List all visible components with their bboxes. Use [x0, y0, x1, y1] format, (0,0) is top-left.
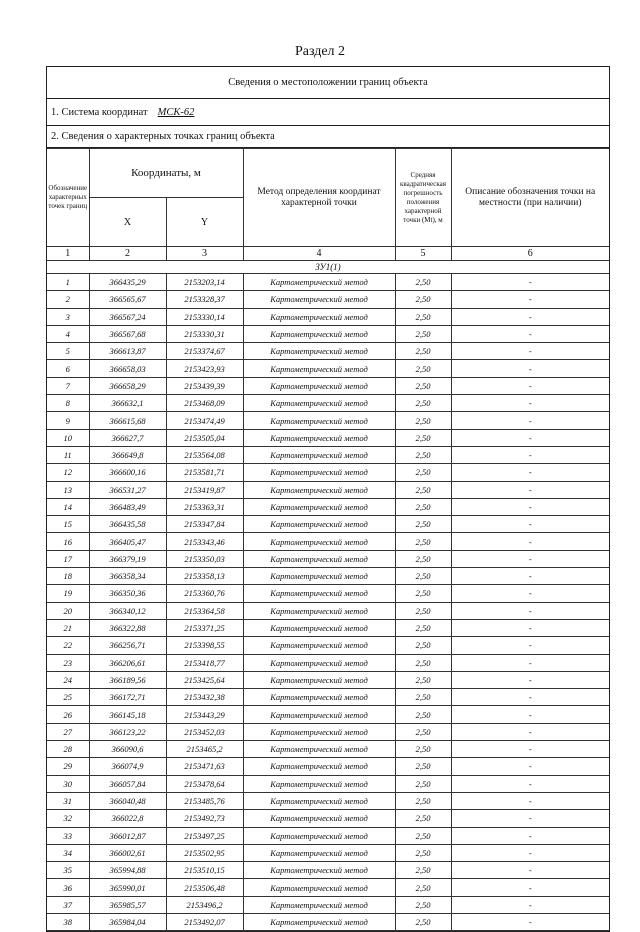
point-number: 24 [47, 671, 89, 688]
table-row [47, 827, 609, 844]
x-coordinate: 366012,87 [89, 827, 166, 844]
points-table [47, 148, 609, 931]
point-number: 4 [47, 325, 89, 342]
accuracy-cell: 2,50 [395, 844, 451, 861]
y-coordinate: 2153471,63 [166, 758, 243, 775]
accuracy-cell: 2,50 [395, 758, 451, 775]
method-cell: Картометрический метод [243, 343, 395, 360]
description-cell: - [451, 343, 609, 360]
table-row [47, 879, 609, 896]
table-row [47, 913, 609, 930]
y-coordinate: 2153474,49 [166, 412, 243, 429]
table-row [47, 325, 609, 342]
y-coordinate: 2153374,67 [166, 343, 243, 360]
point-number: 27 [47, 723, 89, 740]
point-number: 35 [47, 862, 89, 879]
description-cell: - [451, 533, 609, 550]
point-number: 14 [47, 498, 89, 515]
table-row [47, 844, 609, 861]
point-number: 26 [47, 706, 89, 723]
y-coordinate: 2153505,04 [166, 429, 243, 446]
table-row [47, 671, 609, 688]
accuracy-cell: 2,50 [395, 619, 451, 636]
method-cell: Картометрический метод [243, 360, 395, 377]
description-cell: - [451, 637, 609, 654]
accuracy-cell: 2,50 [395, 654, 451, 671]
table-row [47, 446, 609, 463]
method-cell: Картометрический метод [243, 412, 395, 429]
y-coordinate: 2153502,95 [166, 844, 243, 861]
table-row [47, 533, 609, 550]
point-number: 6 [47, 360, 89, 377]
method-cell: Картометрический метод [243, 654, 395, 671]
description-cell: - [451, 913, 609, 930]
y-coordinate: 2153485,76 [166, 792, 243, 809]
x-coordinate: 366483,49 [89, 498, 166, 515]
method-cell: Картометрический метод [243, 723, 395, 740]
method-cell: Картометрический метод [243, 533, 395, 550]
column-number: 1 [47, 247, 89, 261]
table-row [47, 274, 609, 291]
description-cell: - [451, 619, 609, 636]
y-coordinate: 2153510,15 [166, 862, 243, 879]
point-number: 33 [47, 827, 89, 844]
x-coordinate: 366057,84 [89, 775, 166, 792]
table-row [47, 654, 609, 671]
table-row [47, 741, 609, 758]
description-cell: - [451, 602, 609, 619]
accuracy-cell: 2,50 [395, 360, 451, 377]
x-coordinate: 366565,67 [89, 291, 166, 308]
x-coordinate: 366613,87 [89, 343, 166, 360]
section-row [47, 261, 609, 274]
method-cell: Картометрический метод [243, 862, 395, 879]
y-coordinate: 2153328,37 [166, 291, 243, 308]
accuracy-cell: 2,50 [395, 585, 451, 602]
table-row [47, 723, 609, 740]
x-coordinate: 366090,6 [89, 741, 166, 758]
column-number: 3 [166, 247, 243, 261]
section-heading: Раздел 2 [294, 44, 346, 59]
point-number: 31 [47, 792, 89, 809]
table-row [47, 585, 609, 602]
x-coordinate: 366172,71 [89, 689, 166, 706]
x-coordinate: 365994,88 [89, 862, 166, 879]
description-cell: - [451, 481, 609, 498]
point-number: 36 [47, 879, 89, 896]
y-coordinate: 2153492,07 [166, 913, 243, 930]
table-row [47, 550, 609, 567]
point-number: 9 [47, 412, 89, 429]
x-coordinate: 366340,12 [89, 602, 166, 619]
method-cell: Картометрический метод [243, 395, 395, 412]
point-number: 20 [47, 602, 89, 619]
table-row [47, 429, 609, 446]
point-number: 18 [47, 568, 89, 585]
accuracy-cell: 2,50 [395, 637, 451, 654]
description-cell: - [451, 758, 609, 775]
accuracy-cell: 2,50 [395, 464, 451, 481]
column-number: 2 [89, 247, 166, 261]
accuracy-cell: 2,50 [395, 723, 451, 740]
method-cell: Картометрический метод [243, 429, 395, 446]
table-row [47, 360, 609, 377]
y-coordinate: 2153203,14 [166, 274, 243, 291]
form-title: Сведения о местоположении границ объекта [47, 67, 609, 99]
table-row [47, 516, 609, 533]
accuracy-cell: 2,50 [395, 550, 451, 567]
method-cell: Картометрический метод [243, 498, 395, 515]
header-accuracy: Средняя квадратическая погрешность положения характерной точки (Мt), м [395, 149, 451, 247]
y-coordinate: 2153564,08 [166, 446, 243, 463]
coordinate-system-value: МСК-62 [157, 106, 195, 118]
description-cell: - [451, 879, 609, 896]
x-coordinate: 366627,7 [89, 429, 166, 446]
description-cell: - [451, 792, 609, 809]
point-number: 30 [47, 775, 89, 792]
coordinate-system-label: 1. Система координат [51, 106, 148, 118]
y-coordinate: 2153330,31 [166, 325, 243, 342]
point-number: 17 [47, 550, 89, 567]
y-coordinate: 2153497,25 [166, 827, 243, 844]
accuracy-cell: 2,50 [395, 446, 451, 463]
description-cell: - [451, 689, 609, 706]
description-cell: - [451, 585, 609, 602]
y-coordinate: 2153358,13 [166, 568, 243, 585]
table-row [47, 308, 609, 325]
y-coordinate: 2153496,2 [166, 896, 243, 913]
y-coordinate: 2153419,87 [166, 481, 243, 498]
description-cell: - [451, 516, 609, 533]
y-coordinate: 2153465,2 [166, 741, 243, 758]
method-cell: Картометрический метод [243, 896, 395, 913]
point-number: 3 [47, 308, 89, 325]
method-cell: Картометрический метод [243, 758, 395, 775]
method-cell: Картометрический метод [243, 913, 395, 930]
y-coordinate: 2153398,55 [166, 637, 243, 654]
y-coordinate: 2153347,84 [166, 516, 243, 533]
y-coordinate: 2153506,48 [166, 879, 243, 896]
description-cell: - [451, 446, 609, 463]
y-coordinate: 2153452,03 [166, 723, 243, 740]
description-cell: - [451, 377, 609, 394]
y-coordinate: 2153425,64 [166, 671, 243, 688]
accuracy-cell: 2,50 [395, 568, 451, 585]
method-cell: Картометрический метод [243, 827, 395, 844]
description-cell: - [451, 498, 609, 515]
point-number: 38 [47, 913, 89, 930]
x-coordinate: 366189,56 [89, 671, 166, 688]
accuracy-cell: 2,50 [395, 343, 451, 360]
accuracy-cell: 2,50 [395, 377, 451, 394]
method-cell: Картометрический метод [243, 568, 395, 585]
description-cell: - [451, 395, 609, 412]
table-row [47, 481, 609, 498]
y-coordinate: 2153418,77 [166, 654, 243, 671]
method-cell: Картометрический метод [243, 291, 395, 308]
x-coordinate: 366040,48 [89, 792, 166, 809]
header-description: Описание обозначения точки на местности (при наличии) [451, 149, 609, 247]
accuracy-cell: 2,50 [395, 412, 451, 429]
x-coordinate: 366531,27 [89, 481, 166, 498]
accuracy-cell: 2,50 [395, 274, 451, 291]
y-coordinate: 2153439,39 [166, 377, 243, 394]
point-number: 23 [47, 654, 89, 671]
description-cell: - [451, 360, 609, 377]
accuracy-cell: 2,50 [395, 325, 451, 342]
x-coordinate: 366435,29 [89, 274, 166, 291]
y-coordinate: 2153363,31 [166, 498, 243, 515]
method-cell: Картометрический метод [243, 481, 395, 498]
x-coordinate: 365985,57 [89, 896, 166, 913]
point-number: 7 [47, 377, 89, 394]
description-cell: - [451, 274, 609, 291]
table-row [47, 706, 609, 723]
description-cell: - [451, 706, 609, 723]
header-coordinates: Координаты, м [89, 149, 243, 198]
method-cell: Картометрический метод [243, 325, 395, 342]
x-coordinate: 366206,61 [89, 654, 166, 671]
x-coordinate: 366022,8 [89, 810, 166, 827]
point-number: 2 [47, 291, 89, 308]
description-cell: - [451, 723, 609, 740]
x-coordinate: 365990,01 [89, 879, 166, 896]
accuracy-cell: 2,50 [395, 879, 451, 896]
x-coordinate: 366615,68 [89, 412, 166, 429]
x-coordinate: 366435,58 [89, 516, 166, 533]
x-coordinate: 366322,88 [89, 619, 166, 636]
description-cell: - [451, 775, 609, 792]
table-row [47, 862, 609, 879]
accuracy-cell: 2,50 [395, 481, 451, 498]
x-coordinate: 366567,24 [89, 308, 166, 325]
x-coordinate: 366123,22 [89, 723, 166, 740]
accuracy-cell: 2,50 [395, 862, 451, 879]
method-cell: Картометрический метод [243, 637, 395, 654]
description-cell: - [451, 827, 609, 844]
method-cell: Картометрический метод [243, 516, 395, 533]
point-number: 1 [47, 274, 89, 291]
description-cell: - [451, 429, 609, 446]
method-cell: Картометрический метод [243, 377, 395, 394]
accuracy-cell: 2,50 [395, 308, 451, 325]
point-number: 22 [47, 637, 89, 654]
accuracy-cell: 2,50 [395, 913, 451, 930]
accuracy-cell: 2,50 [395, 291, 451, 308]
accuracy-cell: 2,50 [395, 602, 451, 619]
x-coordinate: 366658,29 [89, 377, 166, 394]
method-cell: Картометрический метод [243, 741, 395, 758]
description-cell: - [451, 464, 609, 481]
accuracy-cell: 2,50 [395, 706, 451, 723]
method-cell: Картометрический метод [243, 706, 395, 723]
header-method: Метод определения координат характерной точки [243, 149, 395, 247]
column-number: 6 [451, 247, 609, 261]
x-coordinate: 366658,03 [89, 360, 166, 377]
table-row [47, 602, 609, 619]
accuracy-cell: 2,50 [395, 896, 451, 913]
description-cell: - [451, 412, 609, 429]
method-cell: Картометрический метод [243, 689, 395, 706]
method-cell: Картометрический метод [243, 619, 395, 636]
accuracy-cell: 2,50 [395, 533, 451, 550]
table-row [47, 758, 609, 775]
column-number: 4 [243, 247, 395, 261]
header-row [47, 149, 609, 198]
section-label: ЗУ1(1) [47, 261, 609, 274]
point-number: 12 [47, 464, 89, 481]
description-cell: - [451, 568, 609, 585]
table-row [47, 377, 609, 394]
x-coordinate: 366567,68 [89, 325, 166, 342]
x-coordinate: 366649,8 [89, 446, 166, 463]
accuracy-cell: 2,50 [395, 671, 451, 688]
y-coordinate: 2153371,25 [166, 619, 243, 636]
x-coordinate: 366145,18 [89, 706, 166, 723]
description-cell: - [451, 550, 609, 567]
method-cell: Картометрический метод [243, 792, 395, 809]
x-coordinate: 366074,9 [89, 758, 166, 775]
header-point-designation: Обозначение характерных точек границ [47, 149, 89, 247]
description-cell: - [451, 862, 609, 879]
y-coordinate: 2153343,46 [166, 533, 243, 550]
method-cell: Картометрический метод [243, 274, 395, 291]
y-coordinate: 2153360,76 [166, 585, 243, 602]
accuracy-cell: 2,50 [395, 810, 451, 827]
method-cell: Картометрический метод [243, 671, 395, 688]
method-cell: Картометрический метод [243, 844, 395, 861]
point-number: 32 [47, 810, 89, 827]
description-cell: - [451, 325, 609, 342]
point-number: 29 [47, 758, 89, 775]
coordinate-system-row [47, 99, 609, 126]
description-cell: - [451, 291, 609, 308]
y-coordinate: 2153364,58 [166, 602, 243, 619]
accuracy-cell: 2,50 [395, 741, 451, 758]
description-cell: - [451, 810, 609, 827]
table-row [47, 792, 609, 809]
accuracy-cell: 2,50 [395, 792, 451, 809]
point-number: 37 [47, 896, 89, 913]
point-number: 21 [47, 619, 89, 636]
x-coordinate: 366256,71 [89, 637, 166, 654]
y-coordinate: 2153350,03 [166, 550, 243, 567]
table-row [47, 395, 609, 412]
point-number: 34 [47, 844, 89, 861]
column-number: 5 [395, 247, 451, 261]
header-x: X [89, 198, 166, 247]
table-row [47, 498, 609, 515]
y-coordinate: 2153468,09 [166, 395, 243, 412]
point-number: 15 [47, 516, 89, 533]
method-cell: Картометрический метод [243, 308, 395, 325]
accuracy-cell: 2,50 [395, 689, 451, 706]
point-number: 5 [47, 343, 89, 360]
method-cell: Картометрический метод [243, 446, 395, 463]
table-row [47, 689, 609, 706]
point-number: 10 [47, 429, 89, 446]
table-row [47, 343, 609, 360]
description-cell: - [451, 308, 609, 325]
accuracy-cell: 2,50 [395, 429, 451, 446]
description-cell: - [451, 671, 609, 688]
y-coordinate: 2153423,93 [166, 360, 243, 377]
x-coordinate: 366002,61 [89, 844, 166, 861]
table-row [47, 619, 609, 636]
accuracy-cell: 2,50 [395, 516, 451, 533]
table-row [47, 568, 609, 585]
description-cell: - [451, 741, 609, 758]
x-coordinate: 366600,16 [89, 464, 166, 481]
method-cell: Картометрический метод [243, 775, 395, 792]
y-coordinate: 2153492,73 [166, 810, 243, 827]
point-number: 25 [47, 689, 89, 706]
table-row [47, 637, 609, 654]
points-label: 2. Сведения о характерных точках границ объекта [47, 126, 609, 148]
table-row [47, 291, 609, 308]
method-cell: Картометрический метод [243, 810, 395, 827]
boundaries-form [46, 66, 610, 932]
point-number: 13 [47, 481, 89, 498]
table-row [47, 810, 609, 827]
table-row [47, 775, 609, 792]
method-cell: Картометрический метод [243, 602, 395, 619]
y-coordinate: 2153581,71 [166, 464, 243, 481]
x-coordinate: 366358,34 [89, 568, 166, 585]
method-cell: Картометрический метод [243, 879, 395, 896]
description-cell: - [451, 844, 609, 861]
point-number: 16 [47, 533, 89, 550]
method-cell: Картометрический метод [243, 585, 395, 602]
y-coordinate: 2153432,38 [166, 689, 243, 706]
column-numbers-row [47, 247, 609, 261]
table-row [47, 464, 609, 481]
x-coordinate: 366632,1 [89, 395, 166, 412]
y-coordinate: 2153478,64 [166, 775, 243, 792]
accuracy-cell: 2,50 [395, 775, 451, 792]
point-number: 19 [47, 585, 89, 602]
point-number: 11 [47, 446, 89, 463]
method-cell: Картометрический метод [243, 464, 395, 481]
accuracy-cell: 2,50 [395, 395, 451, 412]
y-coordinate: 2153330,14 [166, 308, 243, 325]
table-row [47, 412, 609, 429]
x-coordinate: 365984,04 [89, 913, 166, 930]
header-y: Y [166, 198, 243, 247]
y-coordinate: 2153443,29 [166, 706, 243, 723]
point-number: 28 [47, 741, 89, 758]
point-number: 8 [47, 395, 89, 412]
description-cell: - [451, 896, 609, 913]
x-coordinate: 366405,47 [89, 533, 166, 550]
x-coordinate: 366350,36 [89, 585, 166, 602]
method-cell: Картометрический метод [243, 550, 395, 567]
x-coordinate: 366379,19 [89, 550, 166, 567]
accuracy-cell: 2,50 [395, 498, 451, 515]
description-cell: - [451, 654, 609, 671]
accuracy-cell: 2,50 [395, 827, 451, 844]
